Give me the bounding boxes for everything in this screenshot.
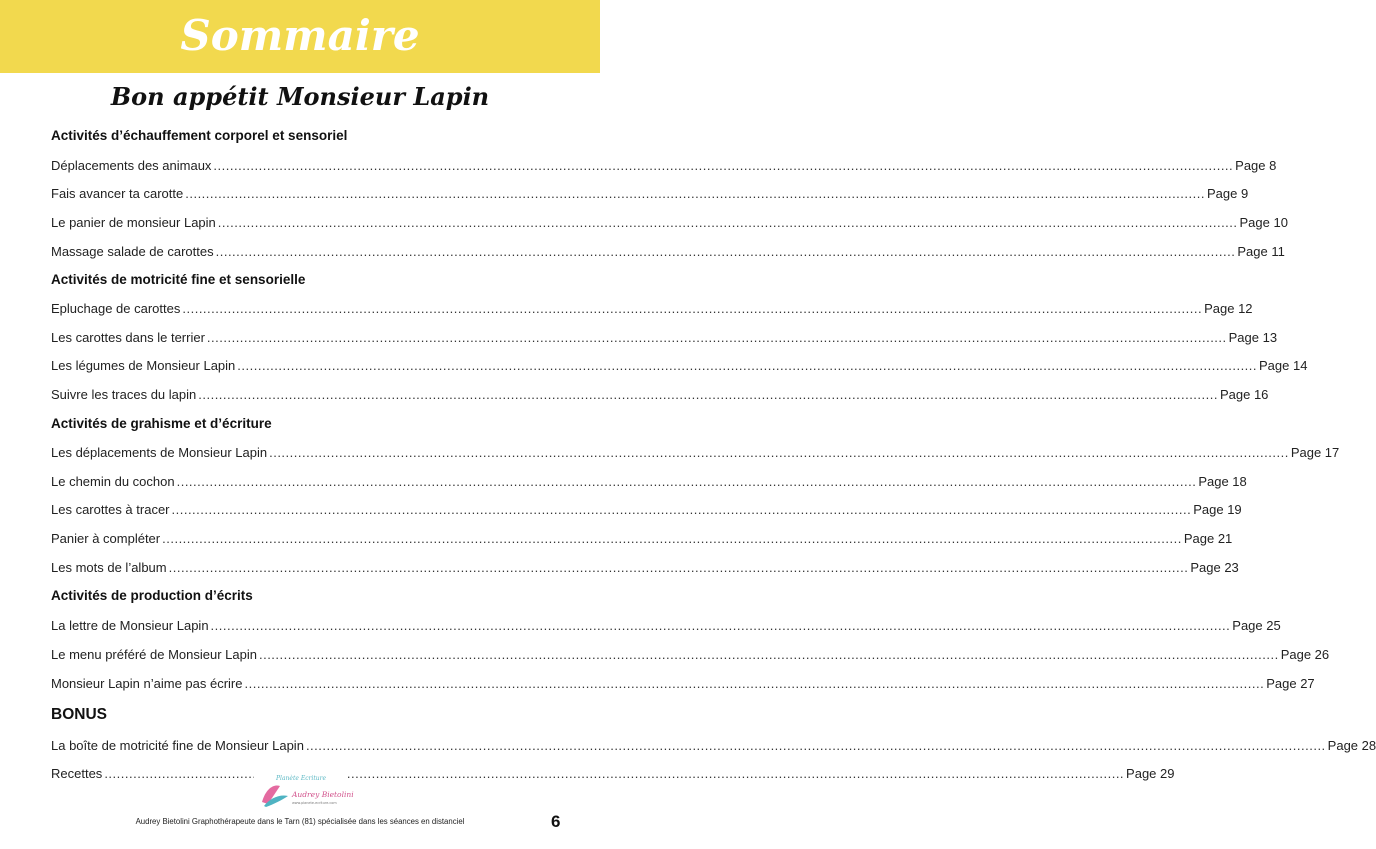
toc-entry[interactable]	[51, 737, 1376, 755]
dot-leader	[211, 617, 1231, 635]
dot-leader	[182, 300, 1202, 318]
dot-leader	[185, 185, 1205, 203]
toc-entry[interactable]	[51, 214, 1288, 232]
dot-leader	[213, 157, 1233, 175]
entry-page: Page 10	[1239, 215, 1288, 230]
entry-label: Le panier de monsieur Lapin	[51, 215, 216, 230]
entry-label: Le menu préféré de Monsieur Lapin	[51, 647, 257, 662]
entry-label: Les mots de l’album	[51, 560, 167, 575]
dot-leader	[216, 243, 1236, 261]
entry-label: Fais avancer ta carotte	[51, 186, 184, 201]
toc-entry[interactable]	[51, 357, 1308, 375]
entry-page: Page 27	[1266, 676, 1315, 691]
footer-text: Audrey Bietolini Graphothérapeute dans le Tarn (81) spécialisée dans les séances en distanciel	[135, 817, 465, 826]
toc-entry[interactable]	[51, 300, 1253, 318]
entry-page: Page 19	[1193, 502, 1242, 517]
toc-entry[interactable]	[51, 444, 1340, 462]
entry-page: Page 23	[1190, 560, 1239, 575]
logo-arc-text: Planète Ecriture	[276, 775, 327, 782]
section-heading: Activités de production d’écrits	[51, 588, 253, 603]
entry-label: Les déplacements de Monsieur Lapin	[51, 445, 268, 460]
toc-entry[interactable]	[51, 617, 1281, 635]
entry-label: Déplacements des animaux	[51, 158, 212, 173]
entry-page: Page 26	[1280, 647, 1330, 662]
toc-entry[interactable]	[51, 501, 1242, 519]
toc-entry[interactable]	[51, 243, 1285, 261]
dot-leader	[169, 559, 1189, 577]
entry-page: Page 14	[1259, 358, 1308, 373]
entry-page: Page 21	[1183, 531, 1233, 546]
logo-graphic	[254, 772, 354, 810]
entry-page: Page 12	[1204, 301, 1253, 316]
entry-page: Page 28	[1327, 738, 1376, 753]
dot-leader	[207, 329, 1227, 347]
entry-label: Les carottes à tracer	[51, 502, 170, 517]
toc-entry[interactable]	[51, 675, 1315, 693]
entry-page: Page 29	[1126, 766, 1175, 781]
section-heading-bonus: BONUS	[51, 706, 107, 723]
entry-label: Recettes	[51, 766, 103, 781]
entry-page: Page 9	[1206, 186, 1249, 201]
entry-label: Suivre les traces du lapin	[51, 387, 197, 402]
dot-leader	[306, 737, 1326, 755]
entry-page: Page 11	[1237, 244, 1285, 259]
entry-label: Monsieur Lapin n’aime pas écrire	[51, 676, 243, 691]
dot-leader	[177, 473, 1197, 491]
dot-leader	[218, 214, 1238, 232]
section-heading: Activités d’échauffement corporel et sensoriel	[51, 128, 348, 143]
dot-leader	[259, 646, 1279, 664]
entry-page: Page 18	[1198, 474, 1247, 489]
page-title: Sommaire	[180, 11, 420, 60]
entry-label: Les carottes dans le terrier	[51, 330, 205, 345]
logo-url: www.planete-ecriture.com	[292, 801, 337, 805]
toc-entry[interactable]	[51, 559, 1239, 577]
entry-label: Le chemin du cochon	[51, 474, 175, 489]
toc-entry[interactable]	[51, 157, 1277, 175]
toc-entry[interactable]	[51, 473, 1247, 491]
entry-label: Massage salade de carottes	[51, 244, 214, 259]
dot-leader	[244, 675, 1264, 693]
toc-entry[interactable]	[51, 646, 1330, 664]
entry-label: Panier à compléter	[51, 531, 161, 546]
logo-name: Audrey Bietolini	[292, 790, 354, 799]
page-number: 6	[551, 812, 561, 831]
entry-page: Page 16	[1219, 387, 1269, 402]
entry-label: Les légumes de Monsieur Lapin	[51, 358, 236, 373]
title-banner	[0, 0, 600, 73]
section-heading: Activités de grahisme et d’écriture	[51, 416, 272, 431]
planete-ecriture-logo	[254, 772, 354, 810]
entry-label: La lettre de Monsieur Lapin	[51, 618, 209, 633]
entry-page: Page 8	[1235, 158, 1277, 173]
dot-leader	[269, 444, 1289, 462]
entry-label: Epluchage de carottes	[51, 301, 181, 316]
entry-page: Page 17	[1290, 445, 1340, 460]
entry-label: La boîte de motricité fine de Monsieur Lapin	[51, 738, 304, 753]
dot-leader	[172, 501, 1192, 519]
entry-page: Page 13	[1228, 330, 1278, 345]
dot-leader	[198, 386, 1218, 404]
section-heading: Activités de motricité fine et sensorielle	[51, 272, 306, 287]
document-subtitle: Bon appétit Monsieur Lapin	[110, 82, 490, 111]
dot-leader	[237, 357, 1257, 375]
toc-entry[interactable]	[51, 386, 1269, 404]
dot-leader	[162, 530, 1182, 548]
toc-entry[interactable]	[51, 530, 1233, 548]
entry-page: Page 25	[1232, 618, 1281, 633]
toc-entry[interactable]	[51, 329, 1278, 347]
toc-entry[interactable]	[51, 185, 1249, 203]
